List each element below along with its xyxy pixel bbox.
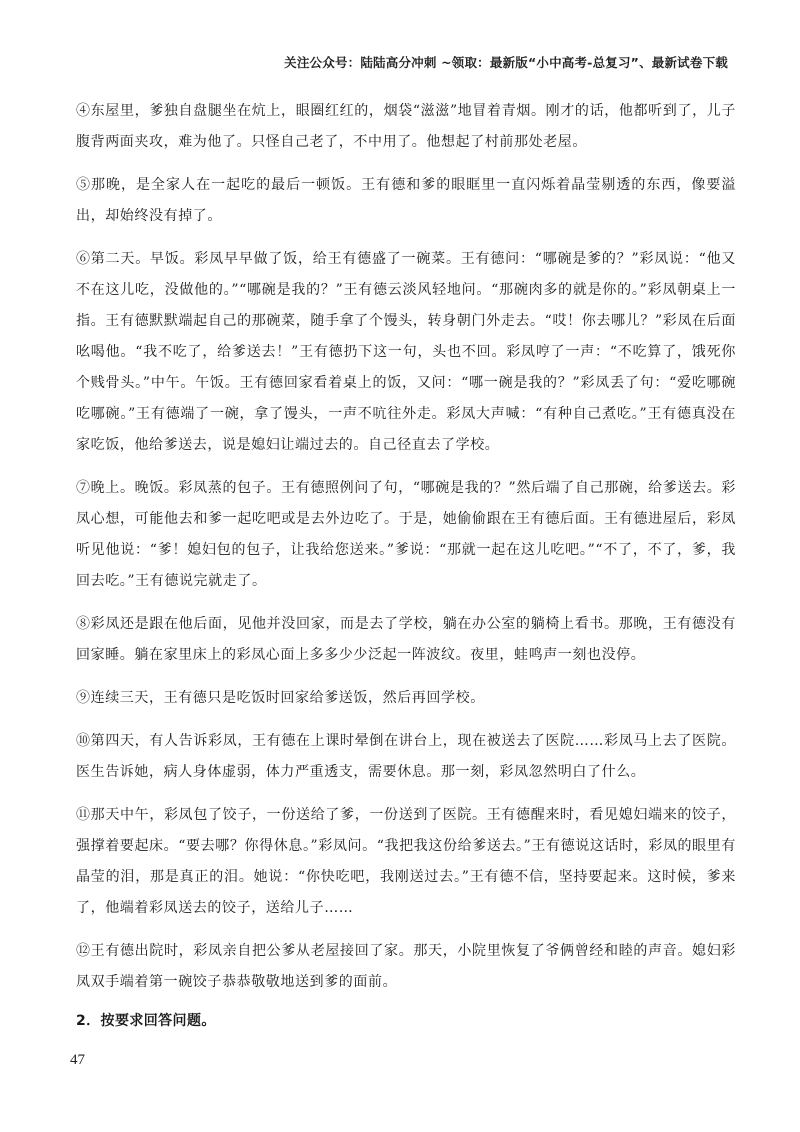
page-header: 关注公众号：陆陆高分冲刺 ~领取：最新版“小中高考-总复习”、最新试卷下载	[284, 55, 728, 70]
paragraph-9: ⑨连续三天，王有德只是吃饭时回家给爹送饭，然后再回学校。	[76, 690, 485, 706]
paragraph-11: ⑪那天中午，彩凤包了饺子，一份送给了爹，一份送到了医院。王有德醒来时，看见媳妇端来的饺子，强撑着要起床。“要去哪？你得休息。”彩凤问。“我把我这份给爹送去。”王有德说这话时，彩凤的眼里有晶莹的泪，那是真正的泪。她说：“你快吃吧，我刚送过去。”王有德不信，坚持要起来。这时候，爹来了，他端着彩凤送去的饺子，送给儿子……	[76, 807, 736, 916]
question-heading: 2．按要求回答问题。	[76, 1013, 216, 1029]
page-number: 47	[70, 1052, 85, 1068]
paragraph-5: ⑤那晚，是全家人在一起吃的最后一顿饭。王有德和爹的眼眶里一直闪烁着晶莹剔透的东西，像要溢出，却始终没有掉了。	[76, 177, 736, 224]
paragraph-8: ⑧彩凤还是跟在他后面，见他并没回家，而是去了学校，躺在办公室的躺椅上看书。那晚，王有德没有回家睡。躺在家里床上的彩凤心面上多多少少泛起一阵波纹。夜里，蛙鸣声一刻也没停。	[76, 616, 736, 663]
paragraph-7: ⑦晚上。晚饭。彩凤蒸的包子。王有德照例问了句，“哪碗是我的？”然后端了自己那碗，给爹送去。彩凤心想，可能他去和爹一起吃吧或是去外边吃了。于是，她偷偷跟在王有德后面。王有德进屋后，彩凤听见他说：“爹！媳妇包的包子，让我给您送来。”爹说：“那就一起在这儿吃吧。”“不了，不了，爹，我回去吃。”王有德说完就走了。	[76, 480, 736, 589]
paragraph-4: ④东屋里，爹独自盘腿坐在炕上，眼圈红红的，烟袋“滋滋”地冒着青烟。刚才的话，他都听到了，儿子腹背两面夹攻，难为他了。只怪自己老了，不中用了。他想起了村前那处老屋。	[76, 103, 736, 150]
paragraph-6: ⑥第二天。早饭。彩凤早早做了饭，给王有德盛了一碗菜。王有德问：“哪碗是爹的？”彩凤说：“他又不在这儿吃，没做他的。”“哪碗是我的？”王有德云淡风轻地问。“那碗肉多的就是你的。”彩凤朝桌上一指。王有德默默端起自己的那碗菜，随手拿了个馒头，转身朝门外走去。“哎！你去哪儿？”彩凤在后面吆喝他。“我不吃了，给爹送去！”王有德扔下这一句，头也不回。彩凤哼了一声：“不吃算了，饿死你个贱骨头。”中午。午饭。王有德回家看着桌上的饭，又问：“哪一碗是我的？”彩凤丢了句：“爱吃哪碗吃哪碗。”王有德端了一碗，拿了馒头，一声不吭往外走。彩凤大声喊：“有种自己煮吃。”王有德真没在家吃饭，他给爹送去，说是媳妇让端过去的。自己径直去了学校。	[76, 251, 736, 453]
paragraph-12: ⑫王有德出院时，彩凤亲自把公爹从老屋接回了家。那天，小院里恢复了爷俩曾经和睦的声音。媳妇彩凤双手端着第一碗饺子恭恭敬敬地送到爹的面前。	[76, 943, 736, 990]
article-body	[76, 96, 736, 1030]
paragraph-10: ⑩第四天，有人告诉彩凤，王有德在上课时晕倒在讲台上，现在被送去了医院……彩凤马上去了医院。医生告诉她，病人身体虚弱，体力严重透支，需要休息。那一刻，彩凤忽然明白了什么。	[76, 733, 736, 780]
